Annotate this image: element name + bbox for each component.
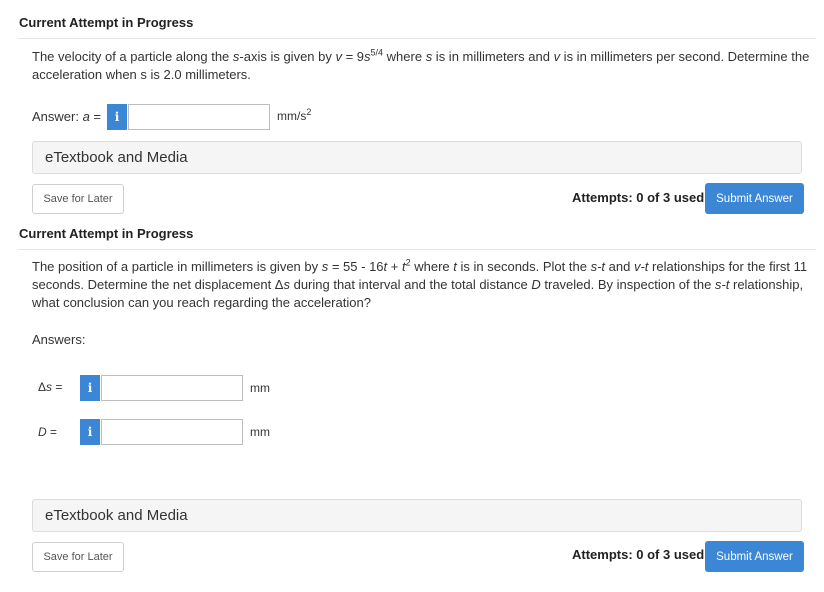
q2-question-text: The position of a particle in millimeters is given by $s = 55 - 16t + t^2$ where t is in seconds. Plot the s-t and v-t relationships for the first 11 seconds. Determine the net displacement Δs during that interval and the total distance D traveled. By inspection of the s-t relationship, what conclusion can you reach regarding the acceleration? [32,257,808,310]
info-icon[interactable]: i [107,104,127,130]
info-icon[interactable]: i [80,375,100,401]
q2-heading: Current Attempt in Progress [19,226,194,241]
q2-distance-label: D = [38,425,58,439]
q2-save-for-later-button[interactable]: Save for Later [32,542,124,572]
q1-divider [18,38,816,40]
q1-submit-answer-button[interactable]: Submit Answer [705,183,804,214]
q2-etextbook-media[interactable]: eTextbook and Media [32,499,802,532]
q2-submit-answer-button[interactable]: Submit Answer [705,541,804,572]
q2-distance-input[interactable] [101,419,243,445]
q2-delta-s-input[interactable] [101,375,243,401]
q1-etextbook-media[interactable]: eTextbook and Media [32,141,802,174]
q2-delta-s-label: Δs = [38,380,63,394]
q2-distance-unit: mm [250,425,270,439]
q1-save-for-later-button[interactable]: Save for Later [32,184,124,214]
q2-attempts-counter: Attempts: 0 of 3 used [572,547,705,562]
q1-unit: $mm/s^2$ [277,107,312,123]
q1-heading: Current Attempt in Progress [19,15,194,30]
q2-delta-s-unit: mm [250,381,270,395]
q2-divider [18,249,816,251]
info-icon[interactable]: i [80,419,100,445]
q1-answer-input[interactable] [128,104,270,130]
q1-attempts-counter: Attempts: 0 of 3 used [572,190,705,205]
q1-question-text: The velocity of a particle along the s-axis is given by $v = 9s^{5/4}$ where s is in millimeters and v is in millimeters per second. Determine the acceleration when s is 2.0 millimeters. [32,47,810,82]
q2-answers-label: Answers: [32,332,86,347]
q1-answer-label: Answer: a = [32,109,102,124]
